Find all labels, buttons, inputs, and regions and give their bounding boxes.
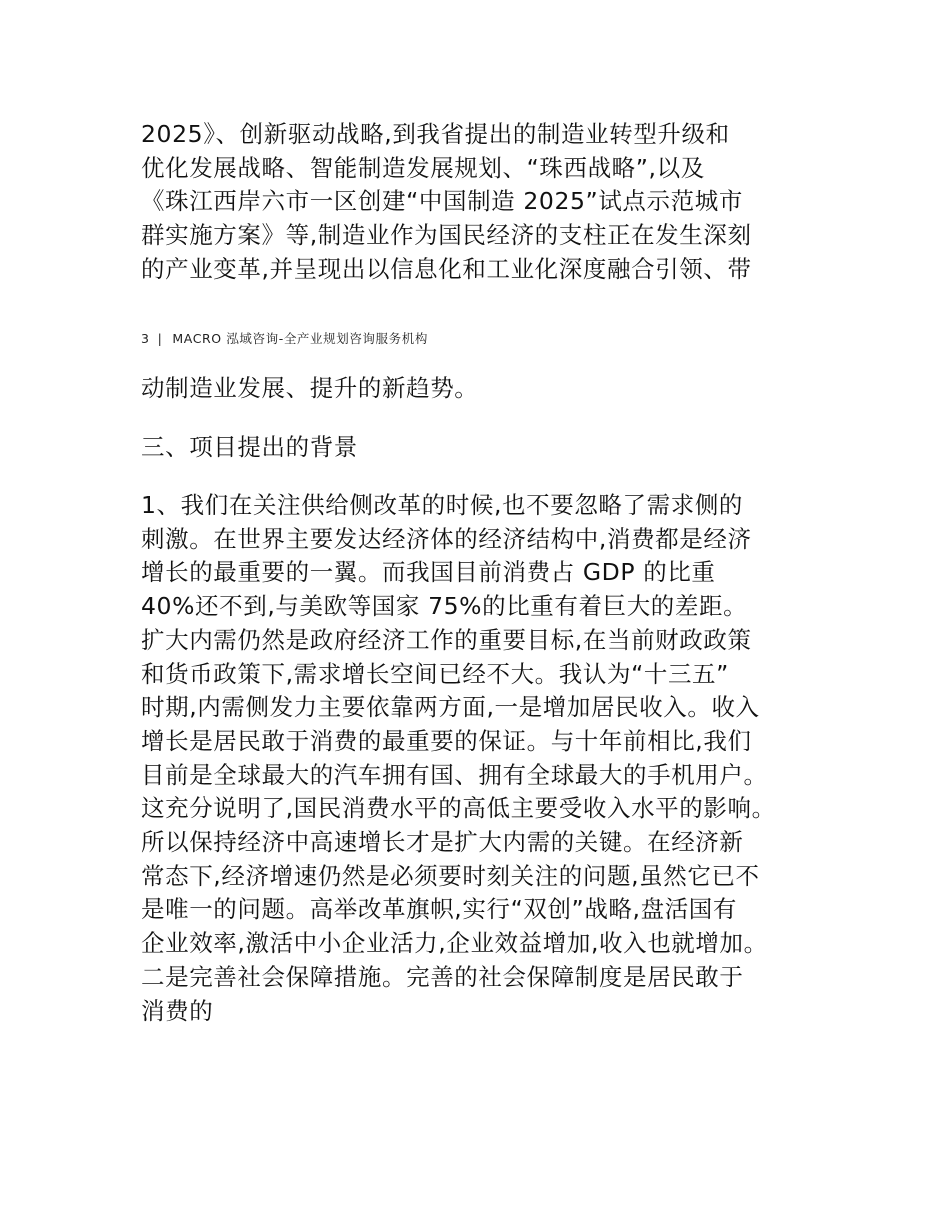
text-line: 常态下,经济增速仍然是必须要时刻关注的问题,虽然它已不 xyxy=(141,861,760,890)
text-line: 动制造业发展、提升的新趋势。 xyxy=(141,374,479,402)
top-paragraph xyxy=(141,118,831,287)
text-line: 增长的最重要的一翼。而我国目前消费占 GDP 的比重 xyxy=(141,558,716,587)
text-line: 群实施方案》等,制造业作为国民经济的支柱正在发生深刻 xyxy=(141,221,752,250)
text-line: 增长是居民敢于消费的最重要的保证。与十年前相比,我们 xyxy=(141,726,752,755)
text-line: 2025》、创新驱动战略,到我省提出的制造业转型升级和 xyxy=(141,120,730,148)
text-line: 这充分说明了,国民消费水平的高低主要受收入水平的影响。 xyxy=(141,794,776,823)
text-line: 《珠江西岸六市一区创建“中国制造 2025”试点示范城市 xyxy=(141,187,743,216)
section-heading xyxy=(141,431,831,465)
page-footer xyxy=(141,331,428,347)
footer-separator: | xyxy=(157,331,163,346)
text-line: 是唯一的问题。高举改革旗帜,实行“双创”战略,盘活国有 xyxy=(141,895,737,924)
text-line: 扩大内需仍然是政府经济工作的重要目标,在当前财政政策 xyxy=(141,625,752,654)
footer-text: MACRO 泓域咨询-全产业规划咨询服务机构 xyxy=(172,331,428,346)
text-line: 40%还不到,与美欧等国家 75%的比重有着巨大的差距。 xyxy=(141,592,748,621)
text-line: 和货币政策下,需求增长空间已经不大。我认为“十三五” xyxy=(141,659,729,688)
continuation-paragraph xyxy=(141,372,831,406)
text-line: 的产业变革,并呈现出以信息化和工业化深度融合引领、带 xyxy=(141,254,752,283)
heading-text: 三、项目提出的背景 xyxy=(141,433,358,461)
text-line: 优化发展战略、智能制造发展规划、“珠西战略”,以及 xyxy=(141,153,705,182)
text-line: 目前是全球最大的汽车拥有国、拥有全球最大的手机用户。 xyxy=(141,760,768,789)
page-number: 3 xyxy=(141,331,150,346)
text-line: 所以保持经济中高速增长才是扩大内需的关键。在经济新 xyxy=(141,828,744,857)
text-line: 二是完善社会保障措施。完善的社会保障制度是居民敢于 xyxy=(141,962,744,991)
text-line: 时期,内需侧发力主要依靠两方面,一是增加居民收入。收入 xyxy=(141,693,760,722)
text-line: 1、我们在关注供给侧改革的时候,也不要忽略了需求侧的 xyxy=(141,491,744,519)
text-line: 企业效率,激活中小企业活力,企业效益增加,收入也就增加。 xyxy=(141,929,768,958)
text-line: 消费的 xyxy=(141,996,214,1025)
text-line: 刺激。在世界主要发达经济体的经济结构中,消费都是经济 xyxy=(141,524,752,553)
body-paragraph xyxy=(141,489,831,1028)
